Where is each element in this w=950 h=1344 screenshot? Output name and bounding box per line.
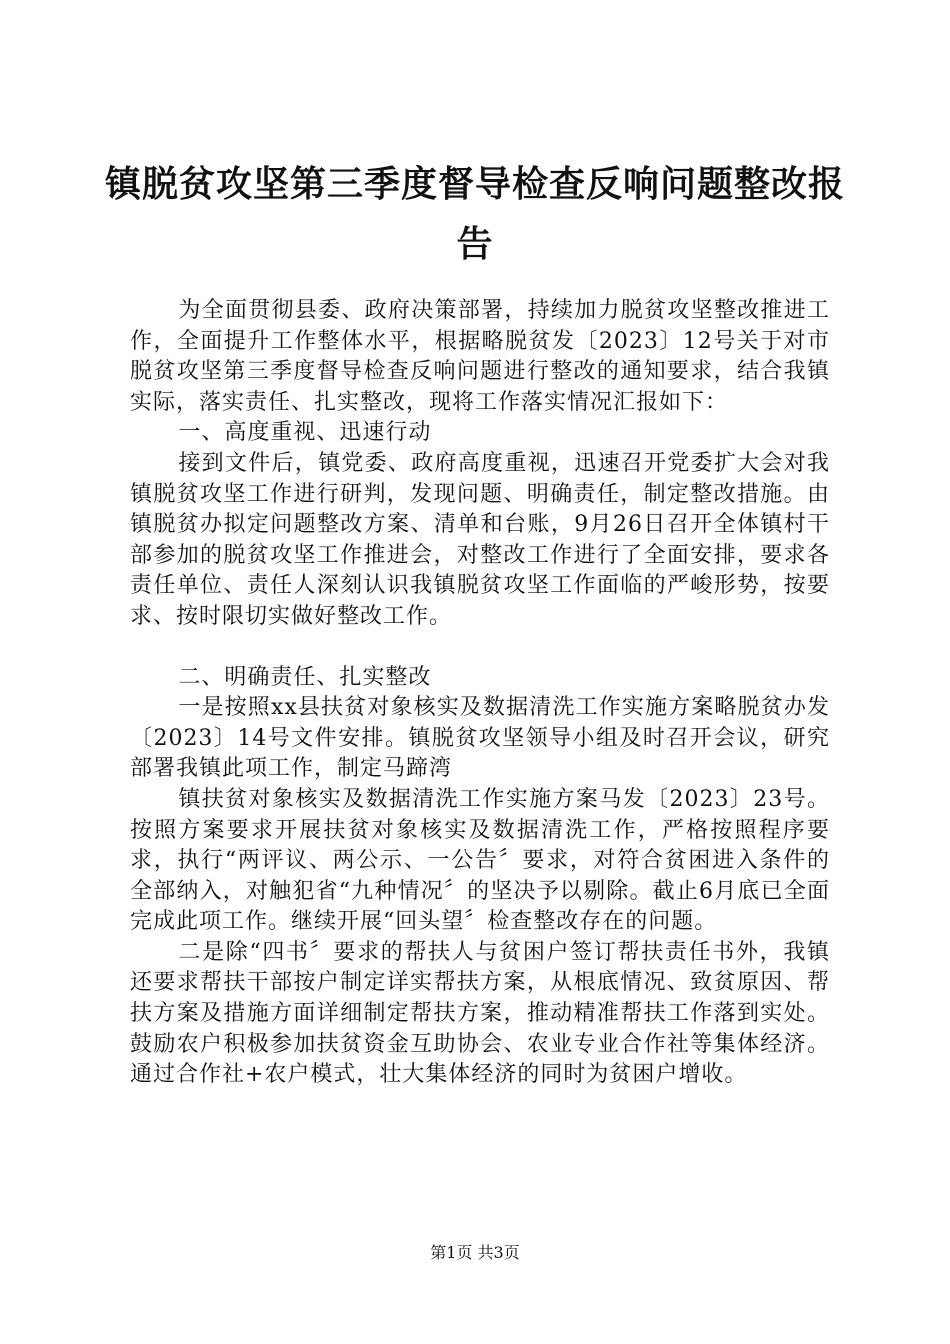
section-2-paragraph-3: 二是除“四书〞要求的帮扶人与贫困户签订帮扶责任书外，我镇还要求帮扶干部按户制定详实帮扶方案，从根底情况、致贫原因、帮扶方案及措施方面详细制定帮扶方案，推动精准帮扶工作落到实处。鼓励农户积极参加扶贫资金互助协会、农业专业合作社等集体经济。通过合作社+农户模式，壮大集体经济的同时为贫困户增收。 — [130, 939, 830, 1088]
document-body — [130, 296, 830, 1091]
paragraph-spacer — [130, 633, 830, 663]
section-2-paragraph-1: 一是按照xx县扶贫对象核实及数据清洗工作实施方案略脱贫办发〔2023〕14号文件安排。镇脱贫攻坚领导小组及时召开会议，研究部署我镇此项工作，制定马蹄湾 — [130, 695, 830, 782]
document-title-line-1: 镇脱贫攻坚第三季度督导检查反响问题整改报 — [104, 163, 845, 205]
section-1-paragraph: 接到文件后，镇党委、政府高度重视，迅速召开党委扩大会对我镇脱贫攻坚工作进行研判，发现问题、明确责任，制定整改措施。由镇脱贫办拟定问题整改方案、清单和台账，9月26日召开全体镇村干部参加的脱贫攻坚工作推进会，对整改工作进行了全面安排，要求各责任单位、责任人深刻认识我镇脱贫攻坚工作面临的严峻形势，按要求、按时限切实做好整改工作。 — [130, 450, 830, 629]
section-heading-1: 一、高度重视、迅速行动 — [178, 420, 432, 446]
page-number-footer: 第1页 共3页 — [430, 1243, 520, 1262]
section-heading-2: 二、明确责任、扎实整改 — [178, 664, 432, 690]
intro-paragraph: 为全面贯彻县委、政府决策部署，持续加力脱贫攻坚整改推进工作，全面提升工作整体水平，根据略脱贫发〔2023〕12号关于对市脱贫攻坚第三季度督导检查反响问题进行整改的通知要求，结合我镇实际，落实责任、扎实整改，现将工作落实情况汇报如下： — [130, 298, 831, 415]
document-title-line-2: 告 — [456, 223, 494, 265]
section-2-paragraph-2: 镇扶贫对象核实及数据清洗工作实施方案马发〔2023〕23号。按照方案要求开展扶贫对象核实及数据清洗工作，严格按照程序要求，执行“两评议、两公示、一公告〞要求，对符合贫困进入条件的全部纳入，对触犯省“九种情况〞的坚决予以剔除。截止6月底已全面完成此项工作。继续开展“回头望〞检查整改存在的问题。 — [130, 786, 830, 935]
